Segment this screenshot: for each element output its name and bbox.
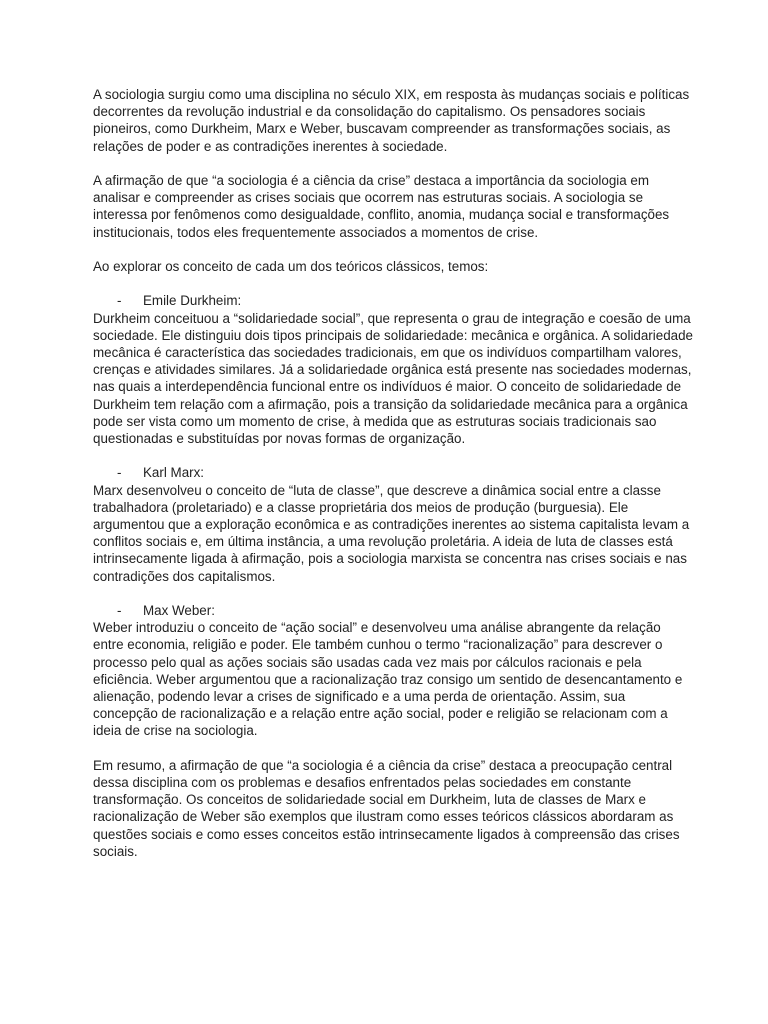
document-body — [93, 86, 693, 877]
section-heading-line — [93, 292, 693, 309]
section-durkheim — [93, 292, 693, 447]
section-heading: Karl Marx: — [143, 465, 205, 481]
bullet-dash: - — [117, 465, 122, 481]
section-heading: Emile Durkheim: — [143, 293, 242, 309]
section-body: Weber introduziu o conceito de “ação social” e desenvolveu uma análise abrangente da relação entre economia, religião e poder. Ele também cunhou o termo “racionalização” para descrever o processo pelo qual as ações sociais são usadas cada vez mais por cálculos racionais e pela eficiência. Weber argumentou que a racionalização traz consigo um sentido de desencantamento e alienação, podendo levar a crises de significado e a uma perda de orientação. Assim, sua concepção de racionalização e a relação entre ação social, poder e religião se relacionam com a ideia de crise na sociologia. — [93, 620, 683, 739]
section-body: Marx desenvolveu o conceito de “luta de classe”, que descreve a dinâmica social entre a classe trabalhadora (proletariado) e a classe proprietária dos meios de produção (burguesia). Ele argumentou que a exploração econômica e as contradições inerentes ao sistema capitalista levam a conflitos sociais e, em última instância, a uma revolução proletária. A ideia de luta de classes está intrinsecamente ligada à afirmação, pois a sociologia marxista se concentra nas crises sociais e nas contradições dos capitalismos. — [93, 482, 690, 584]
intro-paragraph-2: A afirmação de que “a sociologia é a ciência da crise” destaca a importância da sociologia em analisar e compreender as crises sociais que ocorrem nas estruturas sociais. A sociologia se interessa por fenômenos como desigualdade, conflito, anomia, mudança social e transformações institucionais, todos eles frequentemente associados a momentos de crise. — [93, 173, 670, 240]
intro-paragraph-1: A sociologia surgiu como uma disciplina no século XIX, em resposta às mudanças sociais e políticas decorrentes da revolução industrial e da consolidação do capitalismo. Os pensadores sociais pioneiros, como Durkheim, Marx e Weber, buscavam compreender as transformações sociais, as relações de poder e as contradições inerentes à sociedade. — [93, 87, 690, 154]
section-body: Durkheim conceituou a “solidariedade social”, que representa o grau de integração e coesão de uma sociedade. Ele distinguiu dois tipos principais de solidariedade: mecânica e orgânica. A solidariedade mecânica é característica das sociedades tradicionais, em que os indivíduos compartilham valores, crenças e atividades similares. Já a solidariedade orgânica está presente nas sociedades modernas, nas quais a interdependência funcional entre os indivíduos é maior. O conceito de solidariedade de Durkheim tem relação com a afirmação, pois a transição da solidariedade mecânica para a orgânica pode ser vista como um momento de crise, à medida que as estruturas sociais tradicionais sao questionadas e substituídas por novas formas de organização. — [93, 310, 693, 447]
section-heading-line — [93, 602, 693, 619]
bullet-dash: - — [117, 603, 122, 619]
bullet-dash: - — [117, 293, 122, 309]
section-heading: Max Weber: — [143, 603, 215, 619]
section-marx — [93, 464, 693, 584]
section-heading-line — [93, 464, 693, 481]
section-weber — [93, 602, 693, 740]
intro-paragraph-3: Ao explorar os conceito de cada um dos teóricos clássicos, temos: — [93, 259, 489, 274]
conclusion-paragraph: Em resumo, a afirmação de que “a sociologia é a ciência da crise” destaca a preocupação central dessa disciplina com os problemas e desafios enfrentados pelas sociedades em constante transformação. Os conceitos de solidariedade social em Durkheim, luta de classes de Marx e racionalização de Weber são exemplos que ilustram como esses teóricos clássicos abordaram as questões sociais e como esses conceitos estão intrinsecamente ligados à compreensão das crises sociais. — [93, 757, 680, 859]
